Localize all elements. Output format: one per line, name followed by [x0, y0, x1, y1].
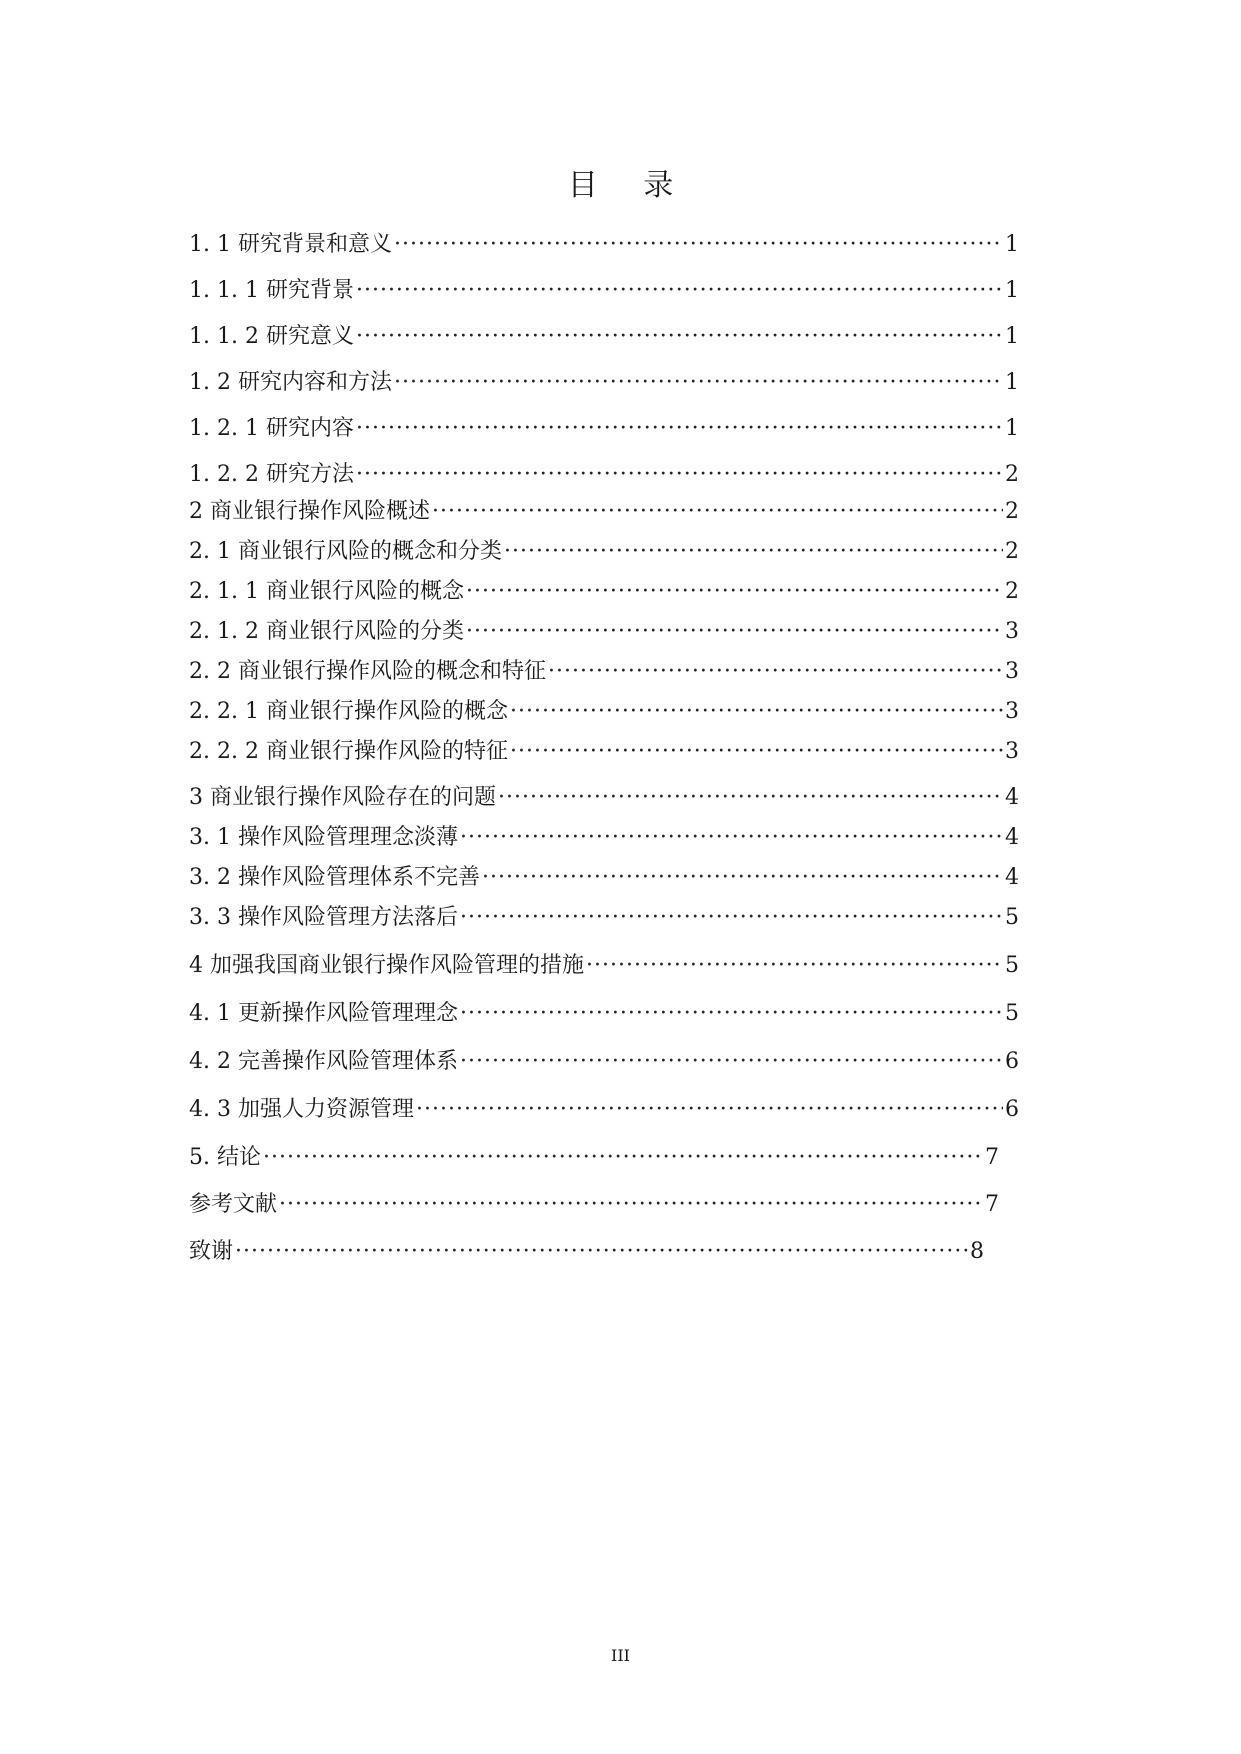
- toc-entry[interactable]: [189, 863, 1019, 893]
- toc-entry-label: 3. 2 操作风险管理体系不完善: [189, 865, 480, 890]
- toc-leader-dots: [466, 617, 1003, 647]
- toc-entry-page: 1: [1005, 324, 1019, 349]
- toc-entry[interactable]: [189, 414, 1019, 444]
- toc-entry[interactable]: [189, 276, 1019, 306]
- toc-leader-dots: [460, 999, 1003, 1029]
- toc-entry[interactable]: [189, 999, 1019, 1029]
- page-title: 目 录: [567, 168, 692, 203]
- toc-entry-page: 3: [1005, 739, 1019, 764]
- toc-leader-dots: [482, 863, 1003, 893]
- toc-entry-page: 5: [1005, 905, 1019, 930]
- toc-entry-label: 4. 1 更新操作风险管理理念: [189, 1001, 458, 1026]
- toc-leader-dots: [510, 697, 1003, 727]
- toc-entry-page: 6: [1005, 1097, 1019, 1122]
- toc-entry-page: 2: [1005, 462, 1019, 487]
- toc-entry-page: 4: [1005, 865, 1019, 890]
- toc-entry-label: 3. 3 操作风险管理方法落后: [189, 905, 458, 930]
- toc-leader-dots: [548, 657, 1003, 687]
- toc-entry-label: 2. 2. 1 商业银行操作风险的概念: [189, 699, 508, 724]
- toc-entry[interactable]: [189, 368, 1019, 398]
- toc-entry-label: 4. 2 完善操作风险管理体系: [189, 1049, 458, 1074]
- toc-entry[interactable]: [189, 697, 1019, 727]
- toc-entry-label: 致谢: [189, 1239, 234, 1264]
- toc-leader-dots: [432, 497, 1003, 527]
- toc-entry-page: 8: [970, 1239, 984, 1264]
- toc-entry-label: 1. 1. 1 研究背景: [189, 278, 354, 303]
- toc-entry-label: 2. 2. 2 商业银行操作风险的特征: [189, 739, 508, 764]
- toc-entry-label: 2. 1. 2 商业银行风险的分类: [189, 619, 464, 644]
- toc-leader-dots: [394, 230, 1003, 260]
- table-of-contents: [189, 230, 1019, 1267]
- toc-entry-label: 1. 1. 2 研究意义: [189, 324, 354, 349]
- toc-entry[interactable]: [189, 230, 1019, 260]
- toc-entry-page: 2: [1005, 539, 1019, 564]
- toc-entry-page: 4: [1005, 785, 1019, 810]
- toc-leader-dots: [356, 414, 1003, 444]
- toc-leader-dots: [356, 276, 1003, 306]
- toc-entry[interactable]: [189, 737, 1019, 767]
- toc-entry[interactable]: [189, 537, 1019, 567]
- toc-leader-dots: [498, 783, 1003, 813]
- toc-entry[interactable]: [189, 1237, 984, 1267]
- toc-entry[interactable]: [189, 1047, 1019, 1077]
- toc-entry[interactable]: [189, 1190, 999, 1220]
- toc-entry[interactable]: [189, 823, 1019, 853]
- toc-entry[interactable]: [189, 783, 1019, 813]
- toc-entry-label: 1. 2 研究内容和方法: [189, 370, 392, 395]
- toc-entry-page: 3: [1005, 659, 1019, 684]
- toc-leader-dots: [504, 537, 1003, 567]
- toc-entry-label: 1. 1 研究背景和意义: [189, 232, 392, 257]
- toc-entry[interactable]: [189, 617, 1019, 647]
- toc-entry[interactable]: [189, 657, 1019, 687]
- toc-entry-page: 1: [1005, 278, 1019, 303]
- toc-leader-dots: [586, 951, 1003, 981]
- toc-entry[interactable]: [189, 903, 1019, 933]
- toc-entry-label: 4 加强我国商业银行操作风险管理的措施: [189, 953, 584, 978]
- toc-entry[interactable]: [189, 951, 1019, 981]
- toc-leader-dots: [356, 322, 1003, 352]
- toc-entry-page: 2: [1005, 579, 1019, 604]
- toc-entry-label: 1. 2. 1 研究内容: [189, 416, 354, 441]
- toc-entry-label: 2. 2 商业银行操作风险的概念和特征: [189, 659, 546, 684]
- toc-entry[interactable]: [189, 577, 1019, 607]
- toc-entry[interactable]: [189, 1095, 1019, 1125]
- toc-leader-dots: [279, 1190, 983, 1220]
- toc-entry-label: 3. 1 操作风险管理理念淡薄: [189, 825, 458, 850]
- toc-leader-dots: [510, 737, 1003, 767]
- toc-leader-dots: [394, 368, 1003, 398]
- toc-leader-dots: [466, 577, 1003, 607]
- toc-entry-label: 4. 3 加强人力资源管理: [189, 1097, 414, 1122]
- toc-entry-page: 5: [1005, 1001, 1019, 1026]
- toc-leader-dots: [460, 1047, 1003, 1077]
- toc-entry-page: 2: [1005, 499, 1019, 524]
- toc-entry[interactable]: [189, 460, 1019, 490]
- toc-entry-page: 4: [1005, 825, 1019, 850]
- toc-leader-dots: [235, 1237, 968, 1267]
- toc-entry-label: 1. 2. 2 研究方法: [189, 462, 354, 487]
- toc-leader-dots: [460, 823, 1003, 853]
- toc-leader-dots: [356, 460, 1003, 490]
- toc-entry-page: 5: [1005, 953, 1019, 978]
- toc-entry[interactable]: [189, 1143, 999, 1173]
- page-number: III: [611, 1646, 630, 1665]
- toc-entry-page: 7: [985, 1145, 999, 1170]
- toc-leader-dots: [416, 1095, 1003, 1125]
- toc-entry-page: 7: [985, 1192, 999, 1217]
- toc-entry[interactable]: [189, 322, 1019, 352]
- toc-entry-page: 6: [1005, 1049, 1019, 1074]
- toc-entry-label: 5. 结论: [189, 1145, 261, 1170]
- toc-entry[interactable]: [189, 497, 1019, 527]
- toc-entry-label: 2. 1. 1 商业银行风险的概念: [189, 579, 464, 604]
- toc-entry-page: 1: [1005, 416, 1019, 441]
- toc-entry-label: 3 商业银行操作风险存在的问题: [189, 785, 496, 810]
- toc-entry-label: 2. 1 商业银行风险的概念和分类: [189, 539, 502, 564]
- toc-entry-page: 3: [1005, 699, 1019, 724]
- toc-entry-page: 1: [1005, 232, 1019, 257]
- toc-leader-dots: [263, 1143, 983, 1173]
- toc-entry-label: 参考文献: [189, 1192, 278, 1217]
- toc-leader-dots: [460, 903, 1003, 933]
- toc-entry-page: 3: [1005, 619, 1019, 644]
- toc-entry-page: 1: [1005, 370, 1019, 395]
- toc-entry-label: 2 商业银行操作风险概述: [189, 499, 430, 524]
